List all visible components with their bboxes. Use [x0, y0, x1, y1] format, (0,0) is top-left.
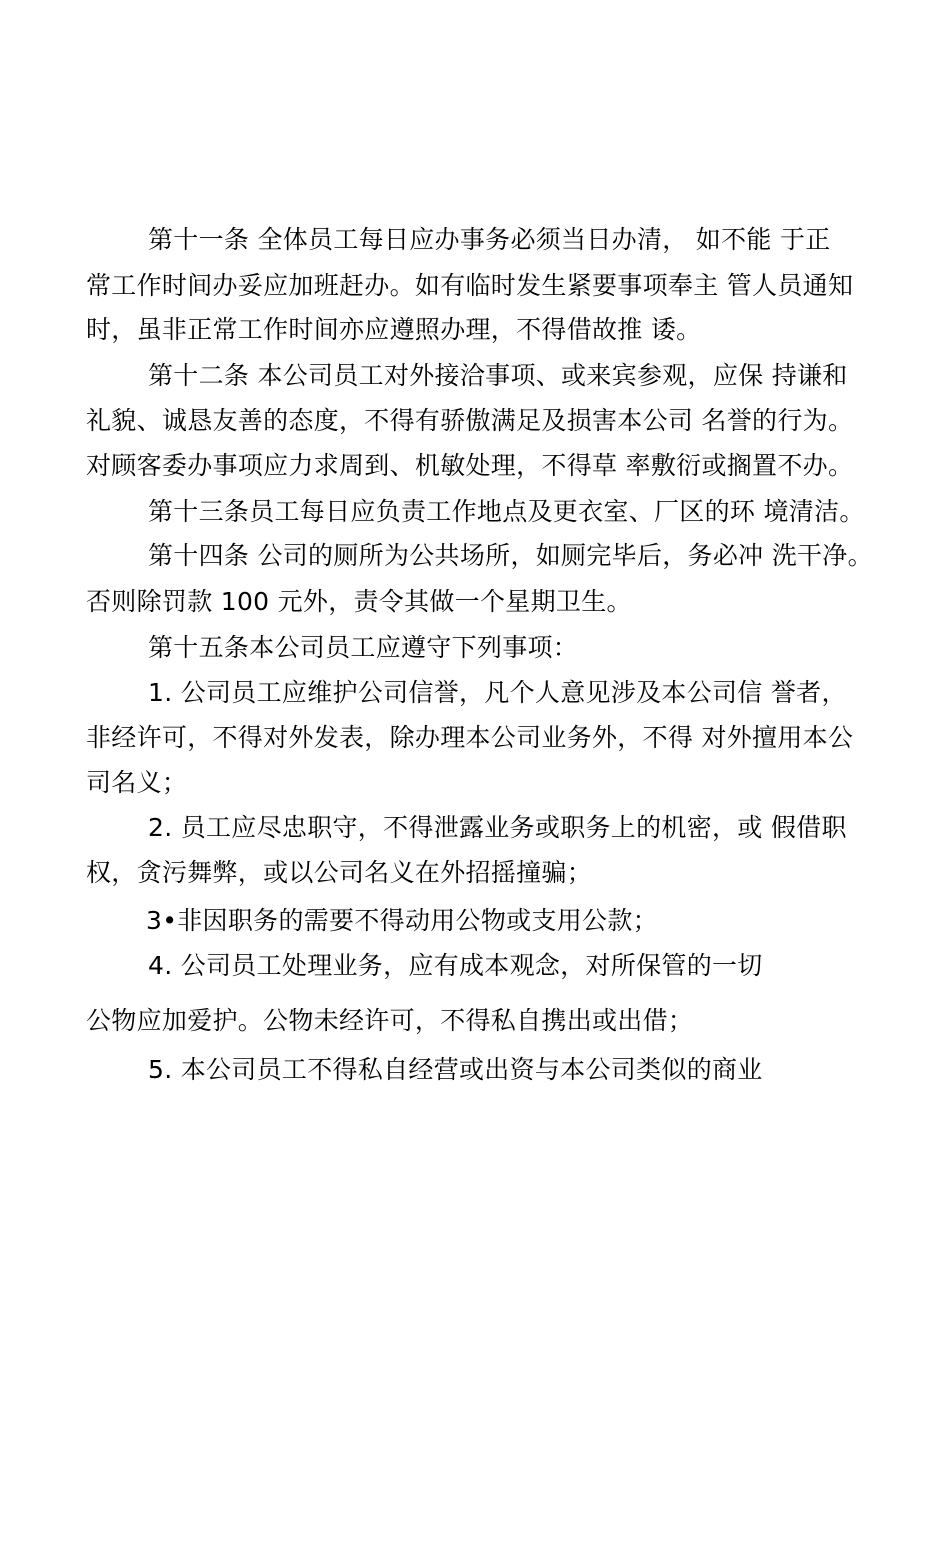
article-12-line-2: 礼貌、诚恳友善的态度，不得有骄傲满足及损害本公司 名誉的行为。 [86, 406, 854, 435]
item-5-line-1: 5. 本公司员工不得私自经营或出资与本公司类似的商业 [148, 1055, 763, 1084]
item-1-line-3: 司名义； [86, 768, 188, 797]
article-14-line-2: 否则除罚款 100 元外，责令其做一个星期卫生。 [86, 587, 632, 616]
article-14-line-1: 第十四条 公司的厕所为公共场所，如厕完毕后，务必冲 洗干净。 [148, 541, 873, 570]
article-12-line-3: 对顾客委办事项应力求周到、机敏处理，不得草 率敷衍或搁置不办。 [86, 451, 854, 480]
article-11-line-1: 第十一条 全体员工每日应办事务必须当日办清， 如不能 于正 [148, 225, 831, 254]
item-4-line-1: 4. 公司员工处理业务，应有成本观念，对所保管的一切 [148, 951, 763, 980]
article-11-line-2: 常工作时间办妥应加班赶办。如有临时发生紧要事项奉主 管人员通知 [86, 271, 854, 300]
item-3-line-1: 3•非因职务的需要不得动用公物或支用公款； [146, 906, 658, 935]
article-15-heading: 第十五条本公司员工应遵守下列事项： [148, 633, 579, 662]
item-2-line-2: 权，贪污舞弊，或以公司名义在外招摇撞骗； [86, 858, 593, 887]
item-1-line-1: 1. 公司员工应维护公司信誉，凡个人意见涉及本公司信 誉者， [148, 678, 847, 707]
item-4-line-2: 公物应加爱护。公物未经许可，不得私自携出或出借； [86, 1006, 694, 1035]
article-13-line-1: 第十三条员工每日应负责工作地点及更衣室、厂区的环 境清洁。 [148, 497, 865, 526]
item-1-line-2: 非经许可，不得对外发表，除办理本公司业务外，不得 对外擅用本公 [86, 723, 854, 752]
article-11-line-3: 时，虽非正常工作时间亦应遵照办理，不得借故推 诿。 [86, 315, 702, 344]
item-2-line-1: 2. 员工应尽忠职守，不得泄露业务或职务上的机密，或 假借职 [148, 813, 847, 842]
article-12-line-1: 第十二条 本公司员工对外接洽事项、或来宾参观，应保 持谦和 [148, 361, 848, 390]
